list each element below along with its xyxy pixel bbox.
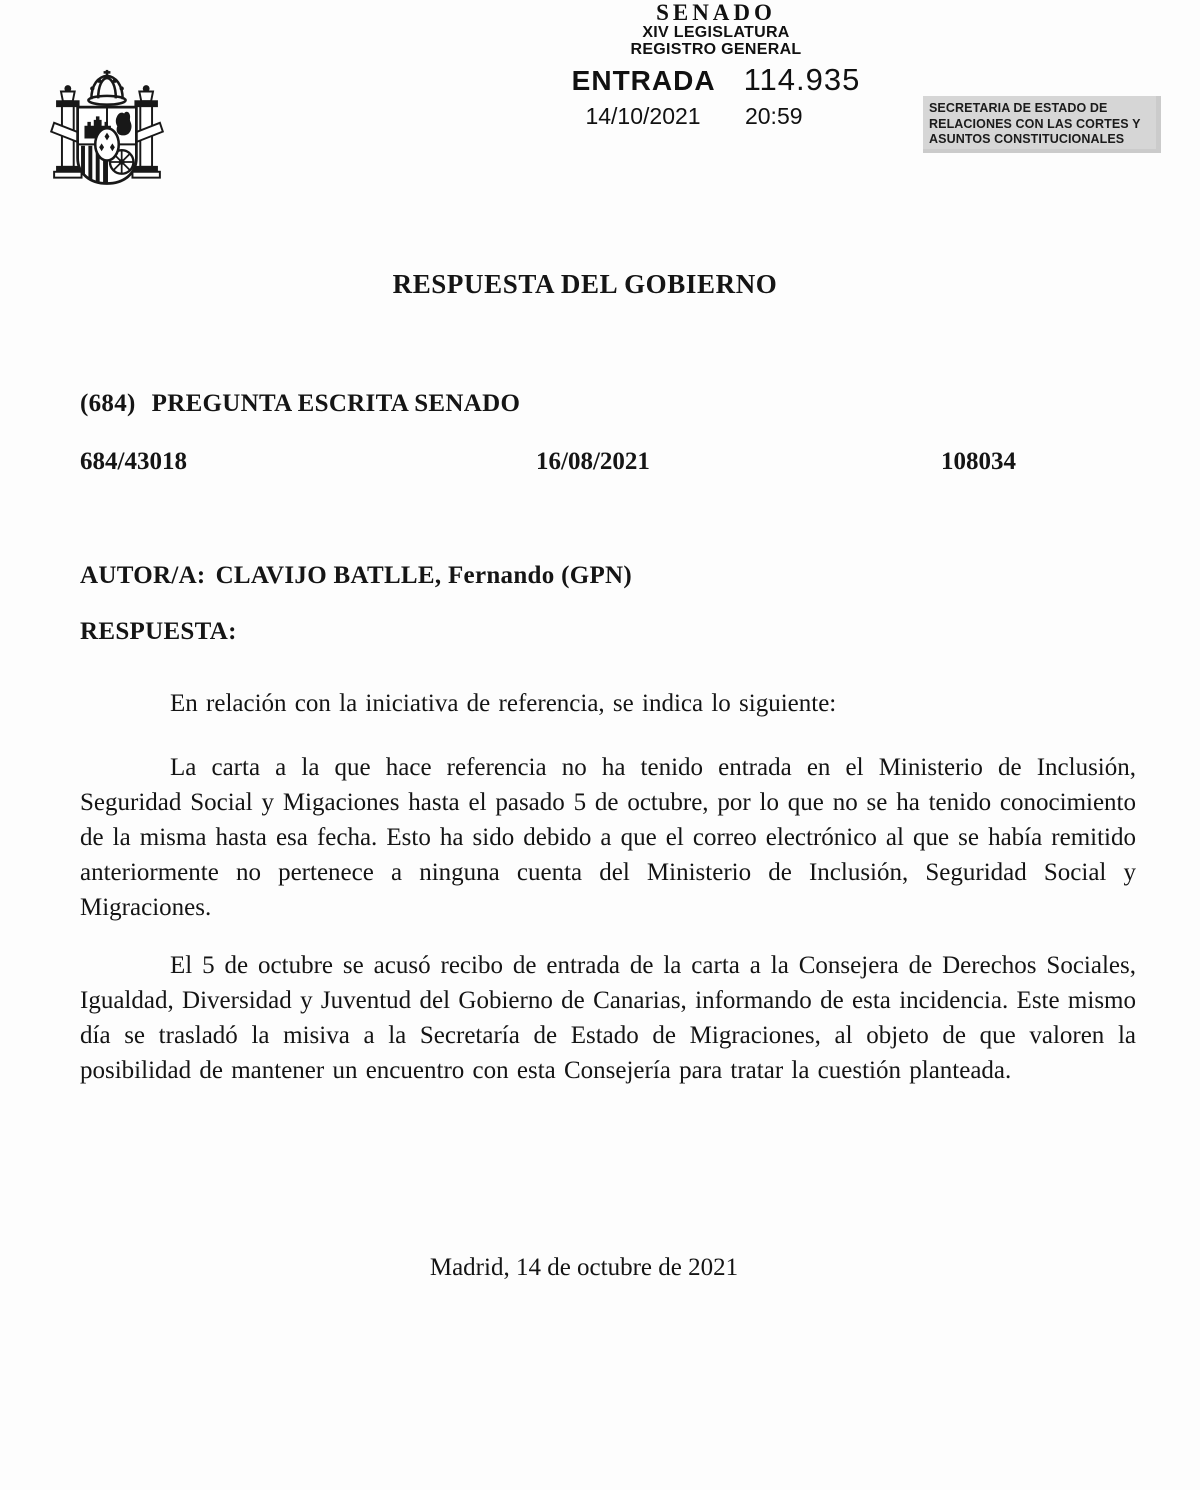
secretaria-line-1: SECRETARIA DE ESTADO DE: [929, 101, 1108, 115]
stamp-registry: REGISTRO GENERAL: [630, 41, 802, 58]
reference-meta-row: [0, 448, 1200, 478]
secretaria-line-3: ASUNTOS CONSTITUCIONALES: [929, 132, 1125, 146]
registry-stamp: [512, 2, 920, 128]
author-name: CLAVIJO BATLLE, Fernando (GPN): [215, 562, 633, 589]
spain-coat-of-arms-icon: [48, 66, 166, 208]
stamp-entry-number: 114.935: [743, 62, 861, 97]
stamp-date: 14/10/2021: [585, 103, 701, 129]
reference-heading-text: PREGUNTA ESCRITA SENADO: [151, 390, 521, 417]
secretaria-box: [923, 96, 1161, 153]
closing-dateline: Madrid, 14 de octubre de 2021: [429, 1254, 739, 1281]
author-row: [80, 562, 632, 590]
body-paragraph-2: El 5 de octubre se acusó recibo de entrada de la carta a la Consejera de Derechos Sociales, Igualdad, Diversidad y Juventud del Gobierno de Canarias, informando de esta incidencia. Este mismo día se trasladó la misiva a la Secretaría de Estado de Migraciones, al objeto de que valoren la posibilidad de mantener un encuentro con esta Consejería para tratar la cuestión planteada.: [80, 952, 1136, 1084]
reference-date: 16/08/2021: [536, 448, 650, 475]
stamp-entry-label: ENTRADA: [571, 65, 716, 96]
reference-heading: [80, 390, 520, 418]
reference-expedient: 684/43018: [80, 448, 187, 475]
document-title: RESPUESTA DEL GOBIERNO: [392, 269, 778, 299]
stamp-org: SENADO: [656, 0, 776, 25]
stamp-time: 20:59: [744, 103, 803, 129]
stamp-datetime-row: [490, 104, 898, 128]
stamp-legislature: XIV LEGISLATURA: [642, 24, 790, 41]
body-paragraph-1: La carta a la que hace referencia no ha tenido entrada en el Ministerio de Inclusión, Seguridad Social y Migaciones hasta el pasado 5 de octubre, por lo que no se ha tenido conocimiento de la misma hasta esa fecha. Esto ha sido debido a que el correo electrónico al que se había remitido anteriormente no pertenece a ninguna cuenta del Ministerio de Inclusión, Seguridad Social y Migraciones.: [80, 754, 1136, 921]
response-body: [80, 686, 1136, 1088]
body-intro: En relación con la iniciativa de referencia, se indica lo siguiente:: [170, 690, 837, 717]
response-label: RESPUESTA:: [80, 618, 237, 645]
reference-number: 108034: [941, 448, 1016, 475]
stamp-entry-row: [512, 62, 920, 100]
reference-prefix: (684): [80, 390, 136, 417]
secretaria-line-2: RELACIONES CON LAS CORTES Y: [929, 116, 1141, 131]
author-label: AUTOR/A:: [80, 562, 206, 589]
